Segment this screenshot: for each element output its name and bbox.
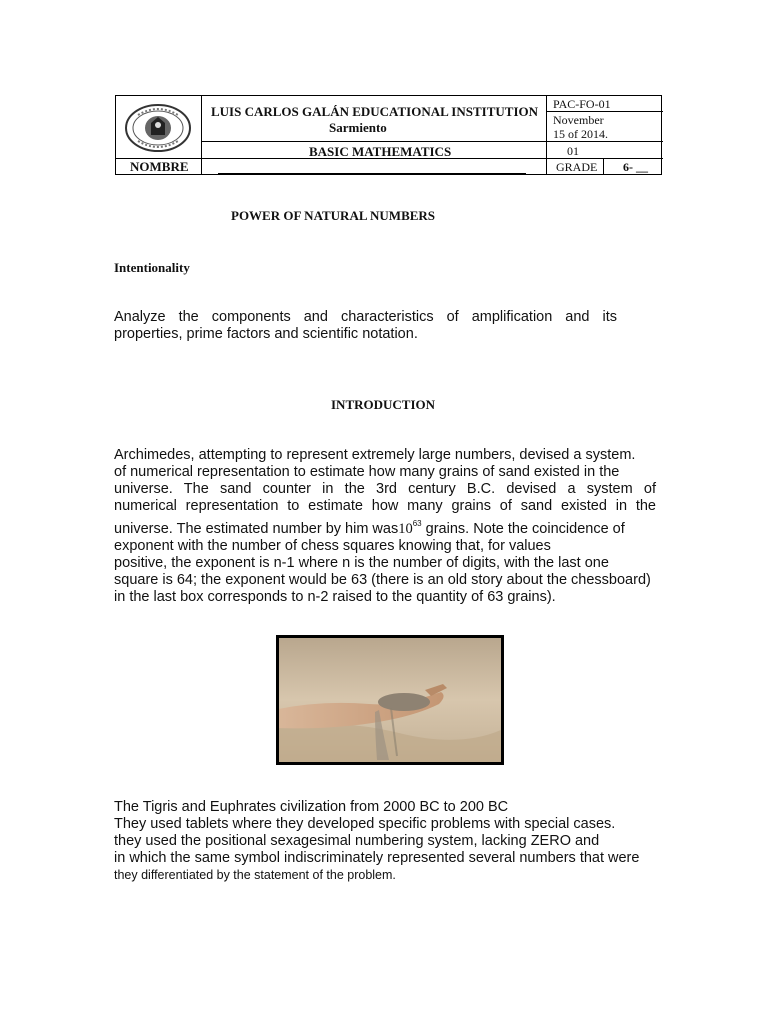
form-code: PAC-FO-01: [553, 97, 611, 111]
history-paragraph: [114, 799, 674, 884]
power-exponent: 63: [412, 519, 422, 528]
introduction-paragraph: [114, 447, 674, 606]
page-title: POWER OF NATURAL NUMBERS: [231, 208, 436, 223]
paragraph-line: [114, 515, 674, 538]
paragraph-line: They used tablets where they developed specific problems with special cases.: [114, 816, 616, 832]
paragraph-line: of numerical representation to estimate how many grains of sand existed in the: [114, 464, 620, 480]
paragraph-line: square is 64; the exponent would be 63 (there is an old story about the chessboard): [114, 572, 651, 588]
paragraph-line: Archimedes, attempting to represent extremely large numbers, devised a system.: [114, 447, 636, 463]
paragraph-line: in the last box corresponds to n-2 raised to the quantity of 63 grains).: [114, 589, 556, 605]
paragraph-line: The Tigris and Euphrates civilization from 2000 BC to 200 BC: [114, 799, 509, 815]
line-text: grains. Note the coincidence of: [421, 521, 625, 537]
sand-hand-photo: [276, 635, 504, 765]
paragraph-line: in which the same symbol indiscriminately represented several numbers that were: [114, 850, 640, 866]
paragraph-line: Analyze the components and characteristics of amplification and its: [114, 309, 617, 325]
intentionality-heading: Intentionality: [114, 260, 190, 275]
paragraph-line: universe. The sand counter in the 3rd century B.C. devised a system of: [114, 481, 656, 497]
paragraph-line: numerical representation to estimate how many grains of sand existed in the: [114, 498, 656, 514]
intentionality-paragraph: [114, 309, 617, 343]
paragraph-line: they differentiated by the statement of the problem.: [114, 868, 396, 882]
institution-name: LUIS CARLOS GALÁN EDUCATIONAL INSTITUTION: [211, 104, 538, 119]
institution-logo: [124, 103, 192, 153]
subject-title: BASIC MATHEMATICS: [309, 144, 452, 159]
form-date-day-year: 15 of 2014.: [553, 127, 608, 141]
paragraph-line: properties, prime factors and scientific notation.: [114, 326, 418, 342]
institution-campus: Sarmiento: [329, 120, 387, 135]
paragraph-line: positive, the exponent is n-1 where n is the number of digits, with the last one: [114, 555, 609, 571]
introduction-heading: INTRODUCTION: [331, 397, 436, 412]
grade-value: 6- __: [623, 160, 648, 174]
name-label: NOMBRE: [130, 159, 189, 174]
form-version: 01: [567, 144, 579, 158]
form-date-month: November: [553, 113, 604, 127]
line-text: universe. The estimated number by him was: [114, 521, 399, 537]
paragraph-line: they used the positional sexagesimal numbering system, lacking ZERO and: [114, 833, 600, 849]
paragraph-line: exponent with the number of chess squares knowing that, for values: [114, 538, 551, 554]
header-table: [115, 95, 662, 175]
grade-label: GRADE: [556, 160, 598, 174]
name-field[interactable]: [218, 159, 526, 174]
power-base: 10: [398, 521, 413, 537]
